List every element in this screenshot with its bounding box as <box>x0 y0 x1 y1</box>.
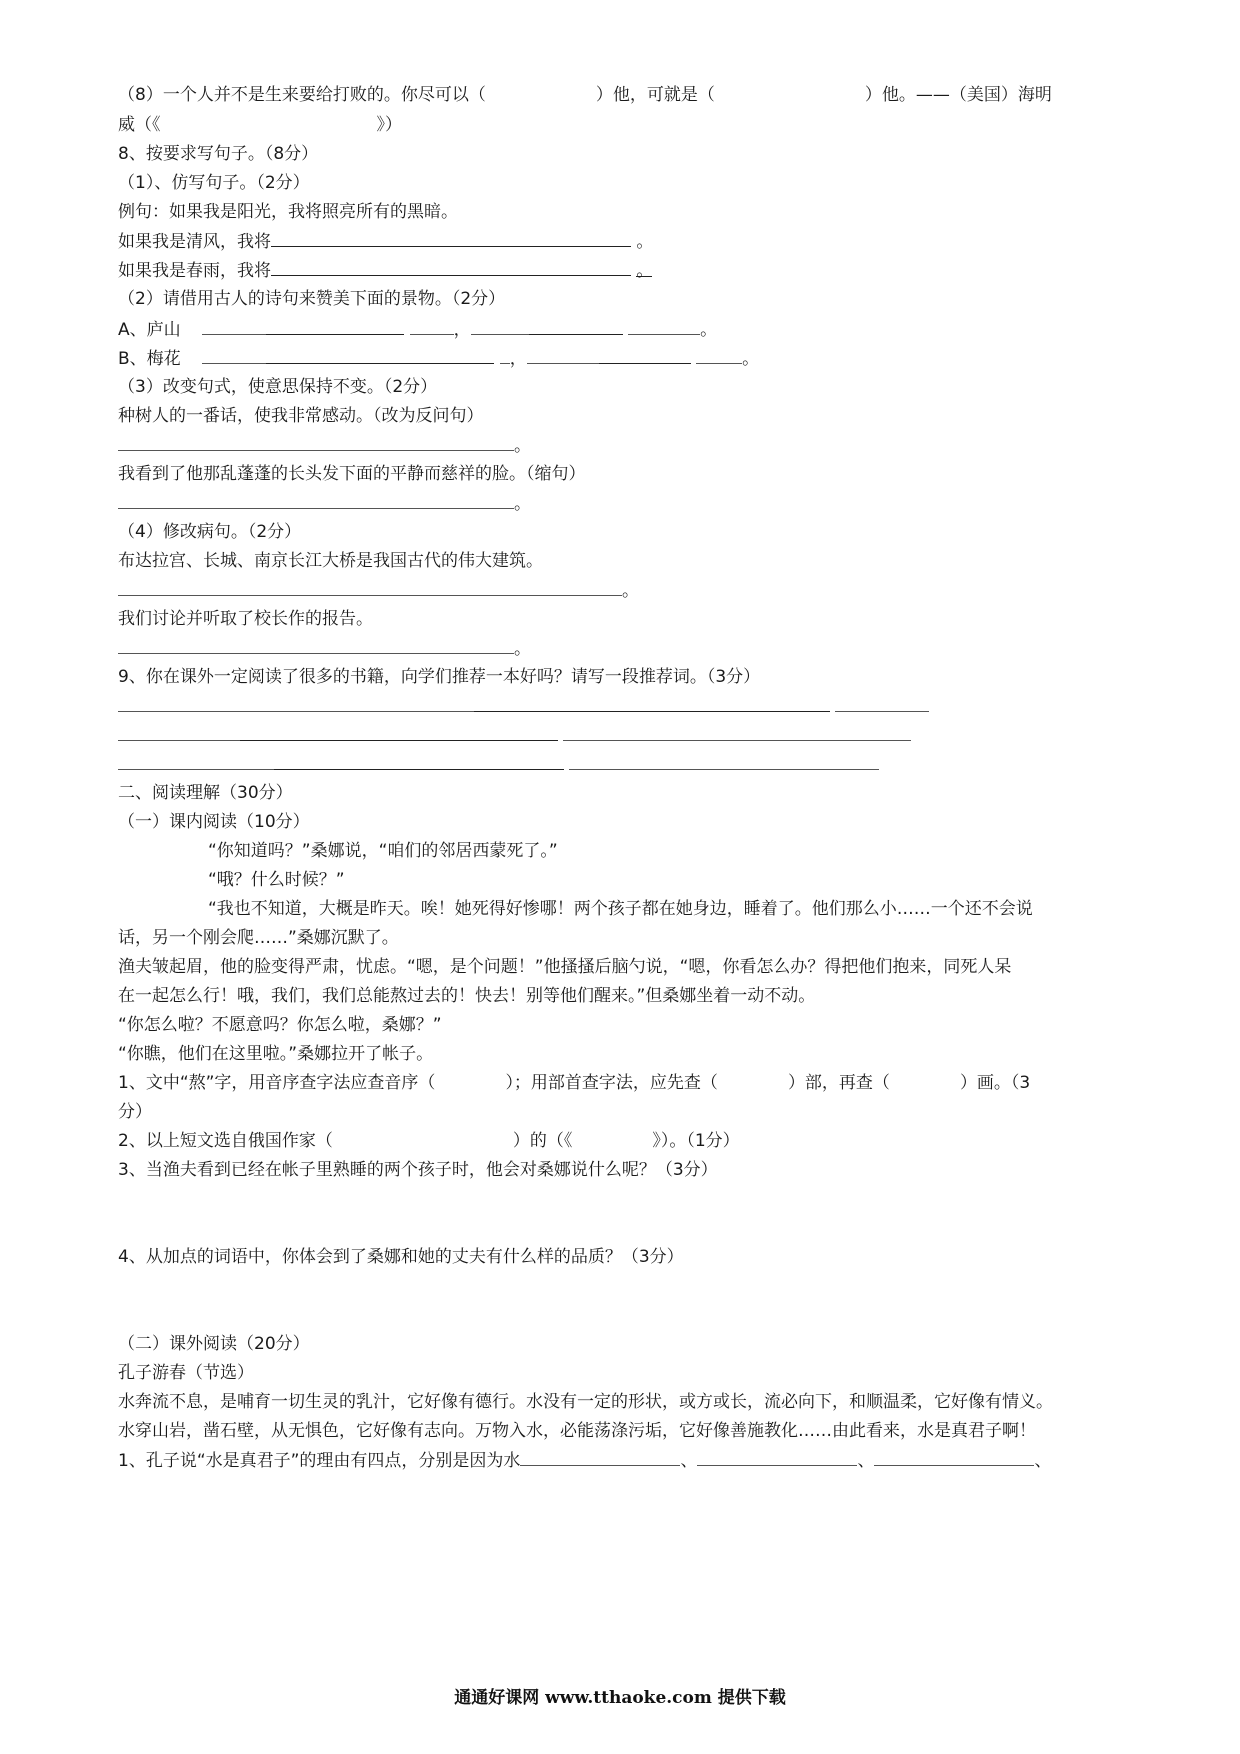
fill-line: 如果我是清风，我将 。 <box>118 232 654 252</box>
answer-blank[interactable] <box>118 753 274 770</box>
fill-line: 。 <box>118 492 531 515</box>
passage-line: “我也不知道，大概是昨天。唉！她死得好惨哪！两个孩子都在她身边，睡着了。他们那么小……一个还不会说 <box>208 899 1033 919</box>
question-line: 2、以上短文选自俄国作家（ ）的（《 》）。（1分） <box>118 1131 740 1151</box>
fill-line: 。 <box>118 579 639 602</box>
answer-blank[interactable] <box>271 230 631 247</box>
answer-blank[interactable] <box>240 724 558 741</box>
passage-line: “你瞧，他们在这里啦。”桑娜拉开了帐子。 <box>118 1044 434 1064</box>
passage-line: 渔夫皱起眉，他的脸变得严肃，忧虑。“嗯，是个问题！”他搔搔后脑勺说，“嗯，你看怎么办？得把他们抱来，同死人呆 <box>118 957 1012 977</box>
writing-line <box>118 695 929 718</box>
text-line: （8）一个人并不是生来要给打败的。你尽可以（ ）他，可就是（ ）他。——（美国）海明 <box>118 85 1052 105</box>
question-heading: 9、你在课外一定阅读了很多的书籍，向学们推荐一本好吗？请写一段推荐词。（3分） <box>118 667 761 687</box>
fill-line: B、梅花 ， 。 <box>118 349 760 369</box>
sub-question: （2）请借用古人的诗句来赞美下面的景物。（2分） <box>118 289 506 309</box>
instruction: 种树人的一番话，使我非常感动。（改为反问句） <box>118 406 484 426</box>
question-heading: 8、按要求写句子。（8分） <box>118 144 319 164</box>
instruction: 布达拉宫、长城、南京长江大桥是我国古代的伟大建筑。 <box>118 551 543 571</box>
sub-question: （3）改变句式，使意思保持不变。（2分） <box>118 377 438 397</box>
question-line: 4、从加点的词语中，你体会到了桑娜和她的丈夫有什么样的品质？（3分） <box>118 1247 684 1267</box>
text-line: 威（《 》） <box>118 115 402 135</box>
answer-blank[interactable] <box>266 318 404 335</box>
question-line: 3、当渔夫看到已经在帐子里熟睡的两个孩子时，他会对桑娜说什么呢？（3分） <box>118 1160 718 1180</box>
answer-blank[interactable] <box>697 1449 857 1466</box>
answer-blank[interactable] <box>474 695 830 712</box>
passage-line: 在一起怎么行！哦，我们，我们总能熬过去的！快去！别等他们醒来。”但桑娜坐着一动不动。 <box>118 986 816 1006</box>
answer-blank[interactable] <box>274 753 564 770</box>
instruction: 我们讨论并听取了校长作的报告。 <box>118 609 373 629</box>
answer-blank[interactable] <box>266 347 494 364</box>
answer-blank[interactable] <box>563 724 911 741</box>
section-subheading: （一）课内阅读（10分） <box>118 812 310 832</box>
sub-question: （1）、仿写句子。（2分） <box>118 173 310 193</box>
answer-blank[interactable] <box>118 695 474 712</box>
question-line: 分） <box>118 1102 152 1122</box>
question-line: 1、文中“熬”字，用音序查字法应查音序（ ）；用部首查字法，应先查（ ）部，再查（ ）画。（3 <box>118 1073 1031 1093</box>
writing-line <box>118 753 879 776</box>
section-heading: 二、阅读理解（30分） <box>118 783 293 803</box>
answer-blank[interactable] <box>874 1449 1034 1466</box>
answer-blank[interactable] <box>118 492 514 509</box>
passage-line: 话，另一个刚会爬……”桑娜沉默了。 <box>118 928 399 948</box>
instruction: 我看到了他那乱蓬蓬的长头发下面的平静而慈祥的脸。（缩句） <box>118 464 586 484</box>
writing-line <box>118 724 911 747</box>
fill-line: 。 <box>118 637 531 660</box>
passage-line: “你知道吗？”桑娜说，“咱们的邻居西蒙死了。” <box>208 841 558 861</box>
answer-blank[interactable] <box>529 318 623 335</box>
answer-blank[interactable] <box>118 434 514 451</box>
question-line: 1、孔子说“水是真君子”的理由有四点，分别是因为水 、 、 、 <box>118 1451 1052 1471</box>
fill-line: 。 <box>118 434 531 457</box>
answer-blank[interactable] <box>118 724 240 741</box>
answer-blank[interactable] <box>118 579 622 596</box>
passage-line: “哦？什么时候？” <box>208 870 345 890</box>
example-sentence: 例句：如果我是阳光，我将照亮所有的黑暗。 <box>118 202 458 222</box>
fill-line: A、庐山 ， 。 <box>118 320 718 340</box>
answer-blank[interactable] <box>599 347 691 364</box>
page-footer: 通通好课网 www.tthaoke.com 提供下载 <box>454 1688 786 1708</box>
passage-line: 水奔流不息，是哺育一切生灵的乳汁，它好像有德行。水没有一定的形状，或方或长，流必向下，和顺温柔，它好像有情义。 <box>118 1392 1053 1412</box>
section-subheading: （二）课外阅读（20分） <box>118 1334 310 1354</box>
answer-blank[interactable] <box>118 637 514 654</box>
sub-question: （4）修改病句。（2分） <box>118 522 302 542</box>
answer-blank[interactable] <box>569 753 879 770</box>
passage-line: “你怎么啦？不愿意吗？你怎么啦，桑娜？” <box>118 1015 442 1035</box>
answer-blank[interactable] <box>835 695 929 712</box>
passage-line: 水穿山岩，凿石壁，从无惧色，它好像有志向。万物入水，必能荡涤污垢，它好像善施教化……由此看来，水是真君子啊！ <box>118 1421 1036 1441</box>
passage-title: 孔子游春（节选） <box>118 1363 254 1383</box>
fill-line: 如果我是春雨，我将 。 <box>118 261 654 281</box>
answer-blank[interactable] <box>271 259 631 276</box>
answer-blank[interactable] <box>520 1449 680 1466</box>
